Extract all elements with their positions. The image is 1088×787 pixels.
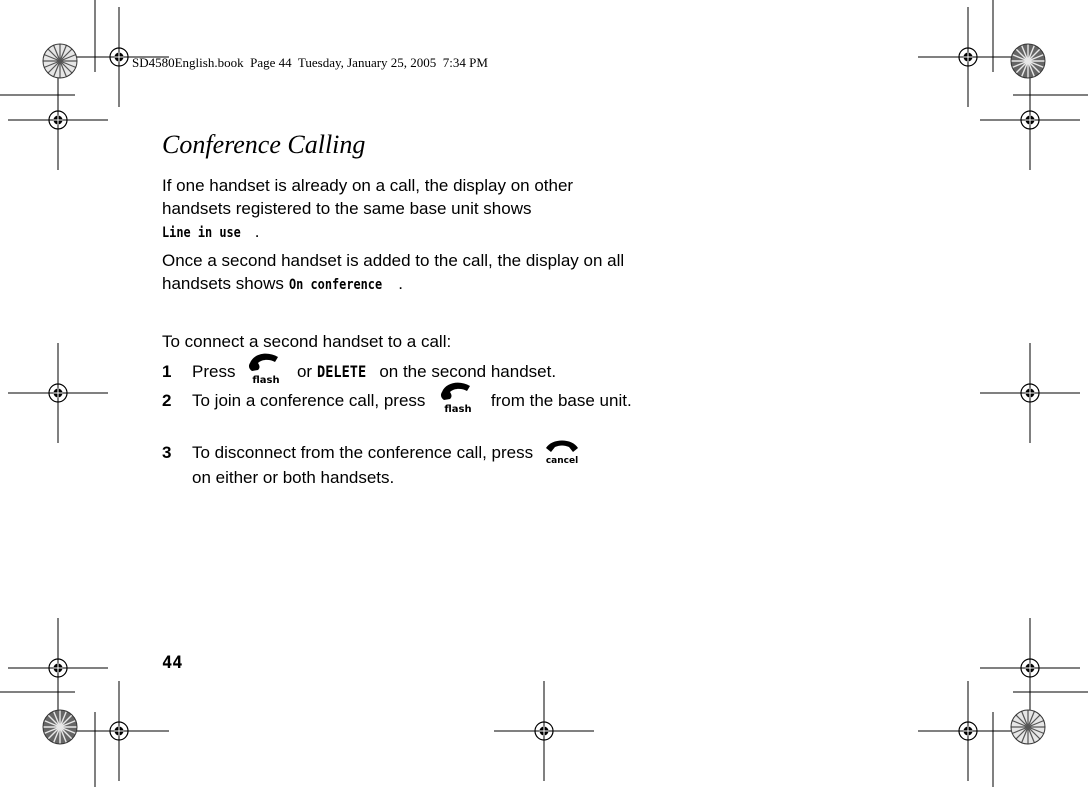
- step-number: 3: [162, 443, 172, 462]
- cancel-key-icon: [542, 434, 582, 466]
- step-number: 1: [162, 362, 172, 381]
- paragraph-line-in-use: [162, 174, 632, 245]
- page-title: Conference Calling: [162, 130, 366, 159]
- step-text: on the second handset.: [379, 362, 557, 381]
- step-text: Press: [192, 362, 236, 381]
- step-text: on either or both handsets.: [192, 467, 395, 487]
- display-text-line-in-use: Line in use: [162, 225, 241, 241]
- period: .: [398, 274, 403, 293]
- step-body: [192, 441, 632, 489]
- display-text-on-conference: On conference: [288, 277, 382, 293]
- step-text: or: [296, 362, 313, 381]
- flash-key-icon: [436, 380, 480, 414]
- flash-key-icon: [244, 351, 288, 385]
- flash-label: flash: [252, 374, 280, 385]
- cancel-label: cancel: [545, 455, 579, 466]
- paragraph-text: If one handset is already on a call, the display on other handsets registered to the same base unit shows: [162, 176, 574, 218]
- step-number: 2: [162, 391, 172, 410]
- period: .: [254, 222, 260, 241]
- paragraph-on-conference: [162, 249, 632, 297]
- steps-intro: To connect a second handset to a call:: [162, 332, 452, 351]
- flash-label: flash: [444, 403, 472, 414]
- step-body: [192, 389, 632, 414]
- step-body: [192, 360, 632, 385]
- delete-key-label: DELETE: [316, 362, 366, 381]
- print-header: SD4580English.book Page 44 Tuesday, January 25, 2005 7:34 PM: [132, 55, 488, 70]
- step-text: from the base unit.: [490, 391, 632, 410]
- paragraph-text: Once a second handset is added to the call, the display on all handsets shows: [162, 251, 625, 293]
- step-text: To join a conference call, press: [192, 391, 426, 410]
- page-number: 44: [162, 653, 183, 673]
- step-text: To disconnect from the conference call, press: [192, 443, 534, 462]
